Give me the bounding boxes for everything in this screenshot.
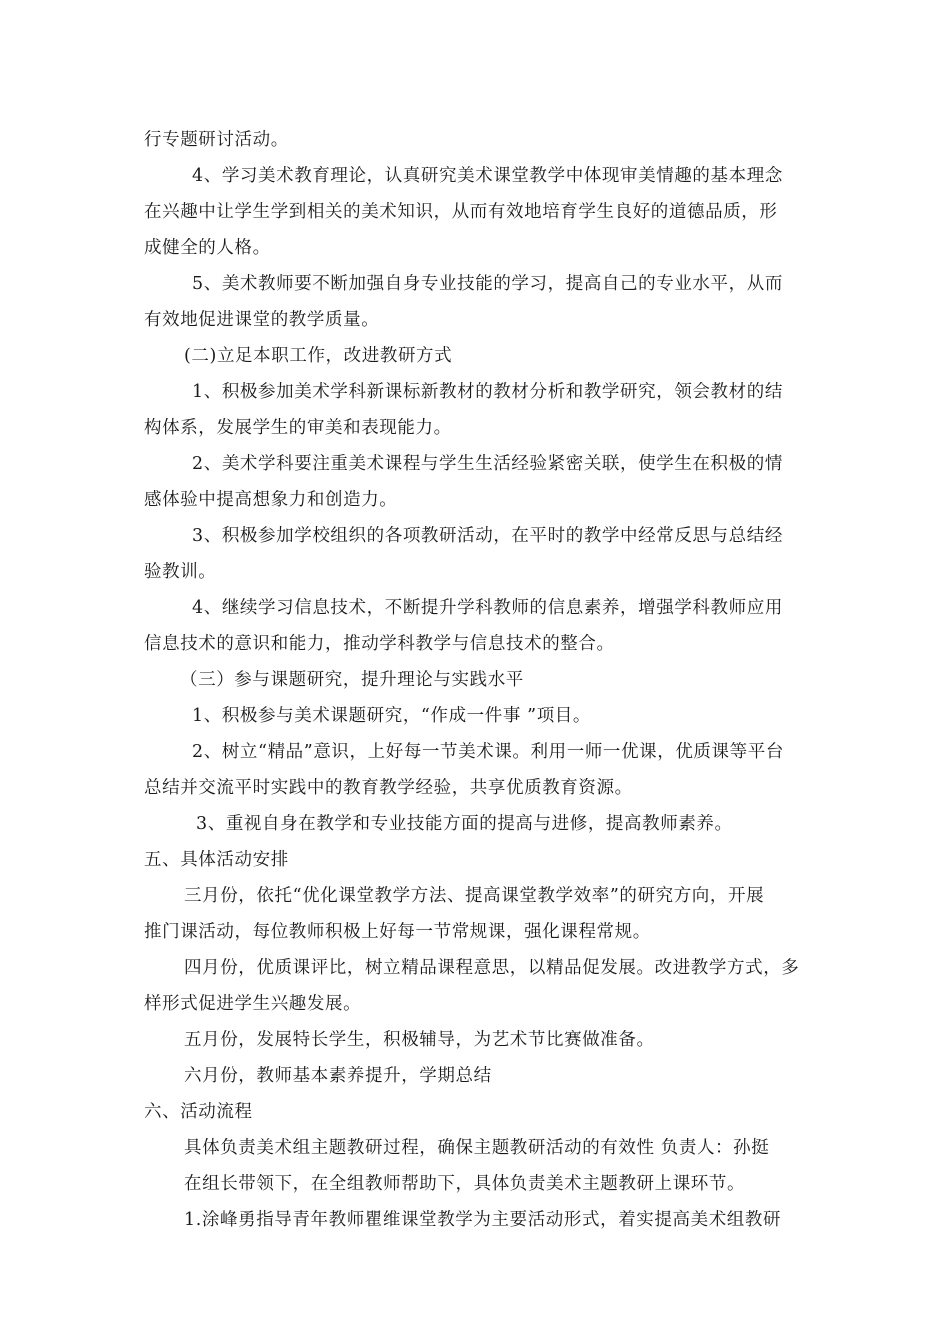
paragraph-line: 1.涂峰勇指导青年教师瞿维课堂教学为主要活动形式，着实提高美术组教研 <box>184 1210 782 1230</box>
paragraph-line: 1、积极参加美术学科新课标新教材的教材分析和教学研究，领会教材的结 <box>192 382 783 402</box>
paragraph-line: 六月份，教师基本素养提升，学期总结 <box>184 1066 492 1086</box>
section-heading: 六、活动流程 <box>144 1102 253 1122</box>
paragraph-line: 推门课活动，每位教师积极上好每一节常规课，强化课程常规。 <box>144 922 651 942</box>
paragraph-line: 总结并交流平时实践中的教育教学经验，共享优质教育资源。 <box>144 778 633 798</box>
paragraph-line: 验教训。 <box>144 562 217 582</box>
paragraph-line: 5、美术教师要不断加强自身专业技能的学习，提高自己的专业水平，从而 <box>192 274 783 294</box>
paragraph-line: 在组长带领下，在全组教师帮助下，具体负责美术主题教研上课环节。 <box>184 1174 746 1194</box>
section-heading: (二)立足本职工作，改进教研方式 <box>184 346 453 366</box>
paragraph-line: 3、积极参加学校组织的各项教研活动，在平时的教学中经常反思与总结经 <box>192 526 783 546</box>
paragraph-line: 具体负责美术组主题教研过程，确保主题教研活动的有效性 负责人：孙挺 <box>184 1138 770 1158</box>
paragraph-line: 样形式促进学生兴趣发展。 <box>144 994 362 1014</box>
paragraph-line: 构体系，发展学生的审美和表现能力。 <box>144 418 452 438</box>
paragraph-line: 有效地促进课堂的教学质量。 <box>144 310 380 330</box>
paragraph-line: 行专题研讨活动。 <box>144 130 289 150</box>
paragraph-line: 信息技术的意识和能力，推动学科教学与信息技术的整合。 <box>144 634 615 654</box>
paragraph-line: 在兴趣中让学生学到相关的美术知识，从而有效地培育学生良好的道德品质，形 <box>144 202 778 222</box>
section-heading: 五、具体活动安排 <box>144 850 289 870</box>
paragraph-line: 四月份，优质课评比，树立精品课程意思，以精品促发展。改进教学方式，多 <box>184 958 800 978</box>
paragraph-line: 3、重视自身在教学和专业技能方面的提高与进修，提高教师素养。 <box>196 814 733 834</box>
paragraph-line: 三月份，依托“优化课堂教学方法、提高课堂教学效率”的研究方向，开展 <box>184 886 765 906</box>
paragraph-line: 4、学习美术教育理论，认真研究美术课堂教学中体现审美情趣的基本理念 <box>192 166 783 186</box>
section-heading: （三）参与课题研究，提升理论与实践水平 <box>180 670 524 690</box>
paragraph-line: 4、继续学习信息技术，不断提升学科教师的信息素养，增强学科教师应用 <box>192 598 783 618</box>
paragraph-line: 感体验中提高想象力和创造力。 <box>144 490 398 510</box>
paragraph-line: 五月份，发展特长学生，积极辅导，为艺术节比赛做准备。 <box>184 1030 655 1050</box>
paragraph-line: 1、积极参与美术课题研究，“作成一件事 ”项目。 <box>192 706 591 726</box>
paragraph-line: 2、美术学科要注重美术课程与学生生活经验紧密关联，使学生在积极的情 <box>192 454 783 474</box>
paragraph-line: 2、树立“精品”意识，上好每一节美术课。利用一师一优课，优质课等平台 <box>192 742 784 762</box>
paragraph-line: 成健全的人格。 <box>144 238 271 258</box>
